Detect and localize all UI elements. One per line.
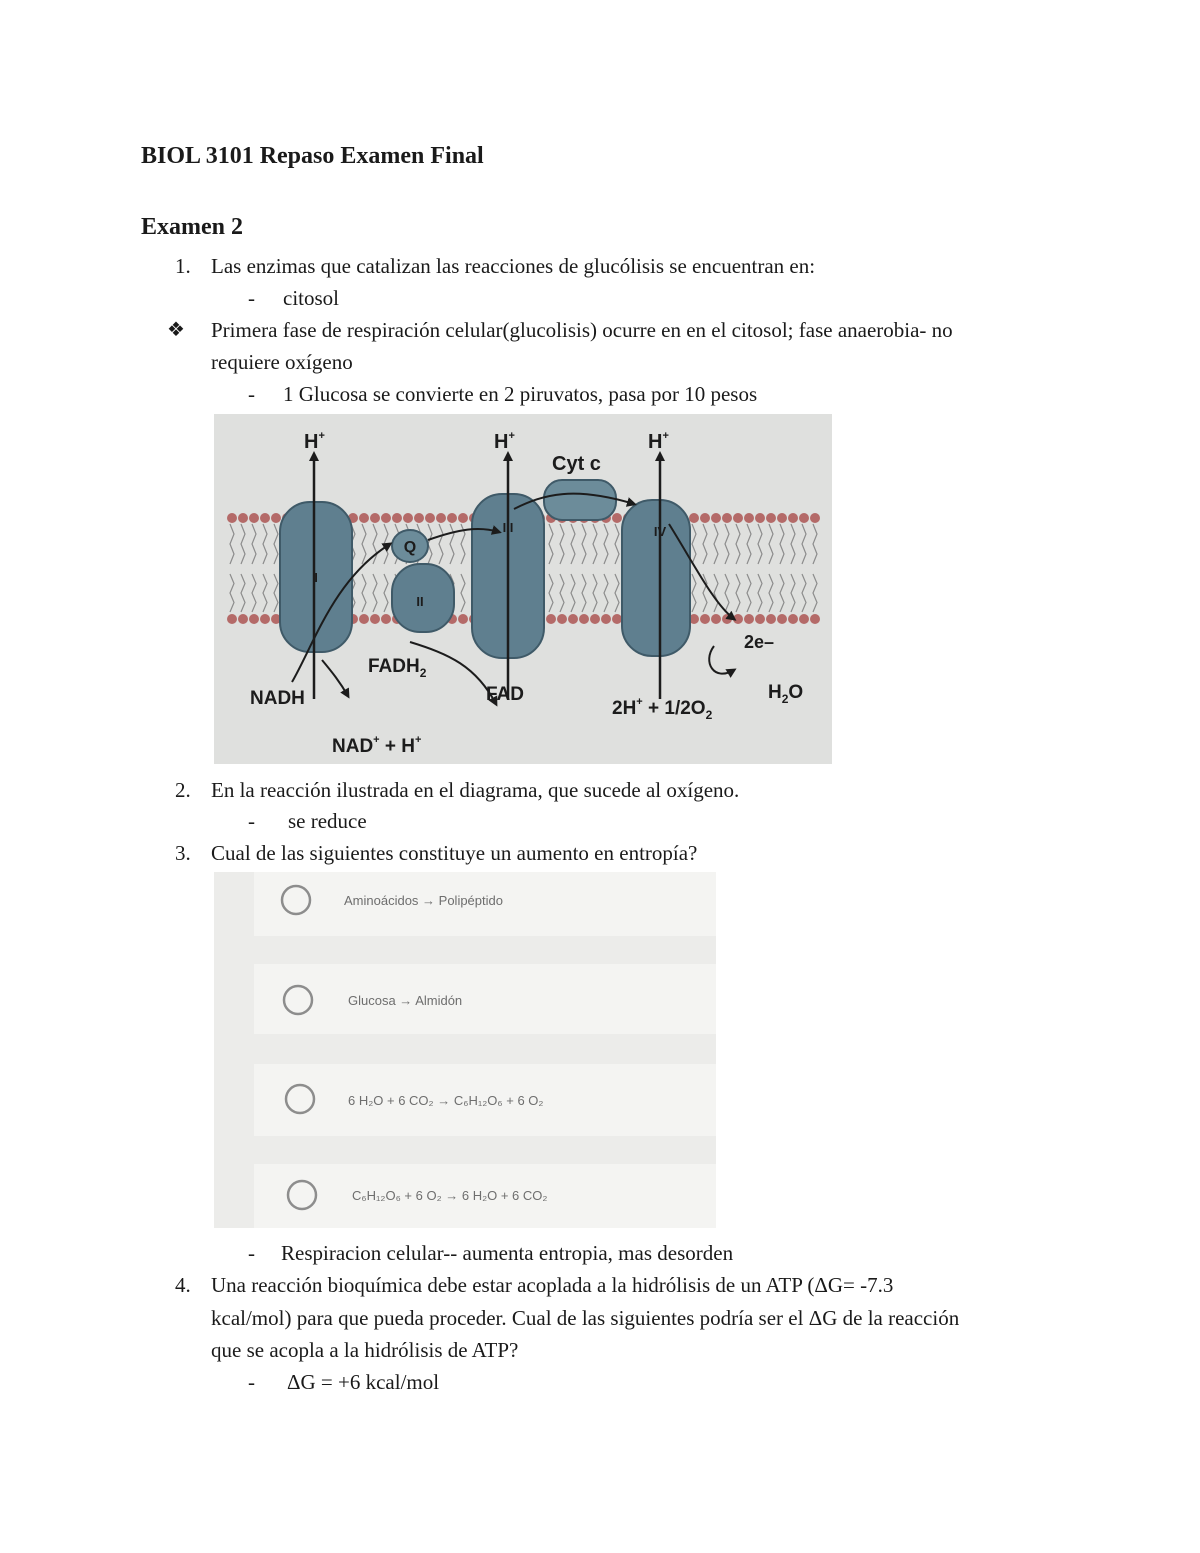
lipid-head [227, 614, 237, 624]
lipid-head [392, 513, 402, 523]
lipid-head [733, 513, 743, 523]
lipid-head [579, 614, 589, 624]
lipid-head [546, 614, 556, 624]
q4-answer-dash: - [248, 1370, 255, 1394]
q1-answer: citosol [283, 286, 339, 310]
lipid-head [370, 513, 380, 523]
lipid-head [436, 513, 446, 523]
lipid-head [227, 513, 237, 523]
lipid-head [370, 614, 380, 624]
lipid-head [612, 513, 622, 523]
lipid-head [403, 513, 413, 523]
lipid-head [788, 614, 798, 624]
water-label: $H_2O$ [768, 682, 804, 706]
lipid-head [381, 513, 391, 523]
q4-line-1: Una reacción bioquímica debe estar acoplada a la hidrólisis de un ATP (ΔG= -7.3 [211, 1273, 894, 1297]
bullet-sub-dash: - [248, 382, 255, 406]
q2-number: 2. [175, 778, 191, 802]
lipid-head [788, 513, 798, 523]
h-plus-label-iii: H+ [494, 430, 515, 453]
lipid-head [238, 513, 248, 523]
q3-answer: Respiracion celular-- aumenta entropia, mas desorden [281, 1241, 734, 1265]
lipid-head [458, 513, 468, 523]
lipid-head [447, 513, 457, 523]
lipid-head [711, 614, 721, 624]
lipid-head [359, 513, 369, 523]
nad-plus-label: NAD+ + H+ [332, 734, 422, 757]
lipid-head [381, 614, 391, 624]
q2-text: En la reacción ilustrada en el diagrama, que sucede al oxígeno. [211, 778, 740, 802]
q4-answer: ΔG = +6 kcal/mol [287, 1370, 440, 1394]
option-4-label: C₆H₁₂O₆ + 6 O₂ → 6 H₂O + 6 CO₂ [352, 1188, 548, 1203]
q1-answer-dash: - [248, 286, 255, 310]
nadh-label: NADH [250, 688, 305, 709]
fadh2-label: $FADH_2$ [368, 656, 427, 680]
bullet-sub: 1 Glucosa se convierte en 2 piruvatos, pasa por 10 pesos [283, 382, 758, 406]
lipid-head [557, 614, 567, 624]
lipid-head [238, 614, 248, 624]
bullet-line-2: requiere oxígeno [211, 350, 353, 374]
q2-answer: se reduce [288, 809, 367, 833]
fad-label: FAD [486, 684, 524, 705]
q3-number: 3. [175, 841, 191, 865]
bullet-line-1: Primera fase de respiración celular(glucolisis) ocurre en en el citosol; fase anaerobia- no [211, 318, 953, 342]
lipid-head [799, 513, 809, 523]
cytochrome-c-label: Cyt c [552, 453, 601, 475]
option-2-label: Glucosa → Almidón [348, 993, 463, 1008]
q4-number: 4. [175, 1273, 191, 1297]
lipid-head [733, 614, 743, 624]
bullet-diamond-icon: ❖ [167, 319, 185, 341]
lipid-head [612, 614, 622, 624]
lipid-head [810, 614, 820, 624]
h-plus-label-iv: H+ [648, 430, 669, 453]
lipid-head [744, 614, 754, 624]
lipid-head [777, 614, 787, 624]
lipid-head [249, 614, 259, 624]
lipid-head [700, 614, 710, 624]
lipid-head [458, 614, 468, 624]
lipid-head [260, 614, 270, 624]
q1-number: 1. [175, 254, 191, 278]
q3-answer-dash: - [248, 1241, 255, 1265]
lipid-head [260, 513, 270, 523]
lipid-head [414, 513, 424, 523]
q1-text: Las enzimas que catalizan las reacciones de glucólisis se encuentran en: [211, 254, 816, 278]
lipid-head [722, 513, 732, 523]
lipid-head [777, 513, 787, 523]
lipid-head [700, 513, 710, 523]
lipid-head [425, 513, 435, 523]
electron-transport-chain-diagram [214, 414, 832, 764]
q3-text: Cual de las siguientes constituye un aumento en entropía? [211, 841, 698, 865]
section-heading: Examen 2 [141, 214, 243, 240]
lipid-head [755, 513, 765, 523]
q4-line-3: que se acopla a la hidrólisis de ATP? [211, 1338, 519, 1362]
complex-iii-label: III [502, 520, 514, 535]
complex-ii-label: II [416, 594, 424, 609]
two-electrons-label: 2e– [744, 632, 775, 652]
lipid-head [711, 513, 721, 523]
protons-oxygen-label: $2H^+ + 1/2O_2$ [612, 696, 713, 722]
complex-iv-label: IV [653, 524, 667, 539]
document-title: BIOL 3101 Repaso Examen Final [141, 143, 484, 169]
option-3-label: 6 H₂O + 6 CO₂ → C₆H₁₂O₆ + 6 O₂ [348, 1093, 544, 1108]
cytochrome-c-shape [544, 480, 616, 520]
lipid-head [249, 513, 259, 523]
lipid-head [744, 513, 754, 523]
lipid-head [568, 614, 578, 624]
h-plus-label-i: H+ [304, 430, 325, 453]
entropy-options-screenshot [214, 872, 716, 1228]
option-1-label: Aminoácidos → Polipéptido [344, 893, 503, 908]
ubiquinone-label: Q [403, 539, 417, 556]
lipid-head [590, 614, 600, 624]
lipid-head [810, 513, 820, 523]
q4-line-2: kcal/mol) para que pueda proceder. Cual de las siguientes podría ser el ΔG de la reacción [211, 1306, 960, 1330]
lipid-head [271, 513, 281, 523]
lipid-head [766, 513, 776, 523]
q2-answer-dash: - [248, 809, 255, 833]
lipid-head [799, 614, 809, 624]
lipid-head [359, 614, 369, 624]
lipid-head [689, 513, 699, 523]
lipid-head [755, 614, 765, 624]
complex-i-label: I [314, 570, 318, 585]
lipid-head [601, 614, 611, 624]
lipid-head [766, 614, 776, 624]
